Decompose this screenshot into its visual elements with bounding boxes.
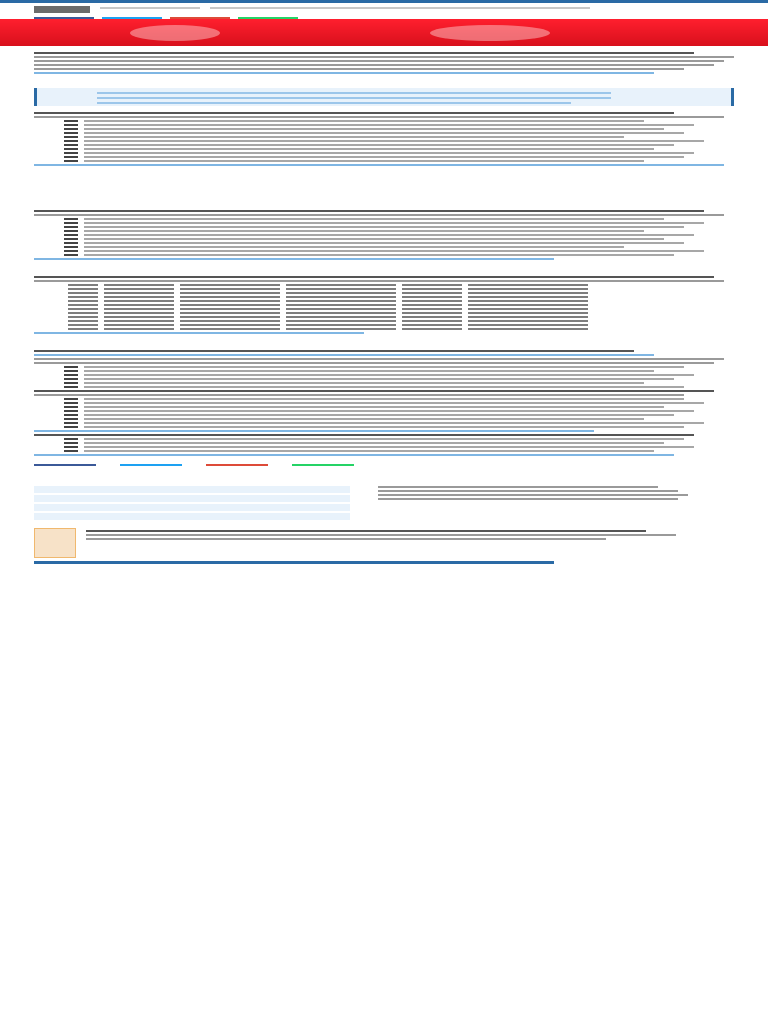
list-index <box>64 374 78 376</box>
list-item <box>34 402 734 404</box>
list-item <box>34 234 734 236</box>
list-text <box>84 250 704 252</box>
list-index <box>64 140 78 142</box>
list-text <box>84 124 694 126</box>
article-section-2 <box>34 210 734 260</box>
list-item <box>34 226 734 228</box>
section-heading <box>34 276 714 278</box>
list-index <box>64 144 78 146</box>
intro-line <box>34 56 734 58</box>
list-index <box>64 450 78 452</box>
list-text <box>84 152 694 154</box>
header-subtitle-line <box>210 7 590 9</box>
list-item <box>34 144 734 146</box>
section-spacer <box>34 168 734 204</box>
table-row <box>68 292 734 294</box>
site-logo[interactable] <box>34 6 90 13</box>
section-line <box>34 394 684 396</box>
facebook-share-button[interactable] <box>34 464 96 466</box>
list-text <box>84 398 684 400</box>
cell <box>34 495 350 502</box>
cell <box>468 288 588 290</box>
intro-line <box>34 68 684 70</box>
footer-line <box>378 490 678 492</box>
list-text <box>84 442 664 444</box>
banner-decoration <box>430 25 550 41</box>
list-text <box>84 422 704 424</box>
cell <box>104 308 174 310</box>
list-item <box>34 156 734 158</box>
section-line <box>34 280 724 282</box>
cell <box>68 288 98 290</box>
list-text <box>84 238 664 240</box>
cell <box>402 288 462 290</box>
cell <box>68 312 98 314</box>
cell <box>468 296 588 298</box>
list-text <box>84 426 684 428</box>
info-callout <box>34 88 734 106</box>
list-index <box>64 124 78 126</box>
list-item <box>34 254 734 256</box>
list-text <box>84 386 684 388</box>
cell <box>468 292 588 294</box>
list-item <box>34 140 734 142</box>
cell <box>104 300 174 302</box>
cell <box>286 300 396 302</box>
list-item <box>34 124 734 126</box>
list-item <box>34 378 734 380</box>
intro-line <box>34 52 694 54</box>
list-text <box>84 234 694 236</box>
cell <box>286 328 396 330</box>
list-item <box>34 386 734 388</box>
list-index <box>64 446 78 448</box>
list-text <box>84 382 644 384</box>
cell <box>402 296 462 298</box>
cell <box>180 320 280 322</box>
cell <box>468 308 588 310</box>
cell <box>468 300 588 302</box>
list-item <box>34 374 734 376</box>
cell <box>180 312 280 314</box>
cell <box>286 324 396 326</box>
related-thumbnail[interactable] <box>34 528 76 558</box>
list-text <box>84 406 664 408</box>
cell <box>104 304 174 306</box>
share-bar-bottom <box>34 464 734 466</box>
cell <box>402 316 462 318</box>
footer-line <box>378 494 688 496</box>
list-text <box>84 160 644 162</box>
list-item <box>34 398 734 400</box>
list-index <box>64 438 78 440</box>
list-text <box>84 410 694 412</box>
cell <box>104 320 174 322</box>
cell <box>104 312 174 314</box>
list-text <box>84 378 674 380</box>
list-index <box>64 250 78 252</box>
cell <box>286 284 396 286</box>
list-item <box>34 148 734 150</box>
list-index <box>64 426 78 428</box>
cell <box>34 486 350 493</box>
callout-line <box>97 102 571 104</box>
list-index <box>64 254 78 256</box>
article-section-1 <box>34 112 734 166</box>
related-title[interactable] <box>86 530 646 532</box>
cell <box>468 328 588 330</box>
newsletter-box[interactable] <box>34 484 350 522</box>
list-text <box>84 230 644 232</box>
list-index <box>64 418 78 420</box>
related-line <box>86 538 606 540</box>
cell <box>180 288 280 290</box>
cell <box>180 308 280 310</box>
list-index <box>64 132 78 134</box>
list-index <box>64 218 78 220</box>
cell <box>286 312 396 314</box>
section-heading <box>34 350 634 352</box>
whatsapp-share-button[interactable] <box>292 464 354 466</box>
list-index <box>64 246 78 248</box>
bottom-accent-bar <box>34 561 554 564</box>
list-item <box>34 442 734 444</box>
list-item <box>34 136 734 138</box>
list-index <box>64 402 78 404</box>
cell <box>180 300 280 302</box>
list-item <box>34 132 734 134</box>
section-link-line[interactable] <box>34 354 654 356</box>
cell <box>104 328 174 330</box>
section-heading <box>34 112 674 114</box>
intro-line <box>34 60 724 62</box>
list-item <box>34 128 734 130</box>
subsection-heading <box>34 434 694 436</box>
intro-link-line[interactable] <box>34 72 654 74</box>
list-index <box>64 422 78 424</box>
cell <box>104 292 174 294</box>
section-heading <box>34 210 704 212</box>
list-item <box>34 160 734 162</box>
promo-banner[interactable] <box>0 19 768 46</box>
table-row <box>68 284 734 286</box>
article-body <box>0 46 768 564</box>
list-index <box>64 370 78 372</box>
list-text <box>84 374 694 376</box>
list-text <box>84 120 644 122</box>
article-section-3 <box>34 276 734 334</box>
cell <box>104 288 174 290</box>
cell <box>468 304 588 306</box>
cell <box>104 324 174 326</box>
footer-panel <box>34 484 734 522</box>
cell <box>104 296 174 298</box>
cell <box>34 504 350 511</box>
list-text <box>84 402 704 404</box>
list-index <box>64 160 78 162</box>
cell <box>402 300 462 302</box>
list-text <box>84 148 654 150</box>
cell <box>68 292 98 294</box>
list-item <box>34 418 734 420</box>
table-row <box>68 288 734 290</box>
footer-line <box>378 486 658 488</box>
list-text <box>84 218 664 220</box>
list-text <box>84 226 684 228</box>
cell <box>402 312 462 314</box>
list-index <box>64 398 78 400</box>
cell <box>180 328 280 330</box>
site-header <box>0 3 768 19</box>
list-item <box>34 242 734 244</box>
list-index <box>64 378 78 380</box>
cell <box>34 513 350 520</box>
article-intro <box>34 52 734 74</box>
cell <box>104 316 174 318</box>
data-table <box>34 284 734 330</box>
list-index <box>64 238 78 240</box>
section-link-line[interactable] <box>34 430 594 432</box>
section-link-line[interactable] <box>34 164 724 166</box>
section-link-line[interactable] <box>34 258 554 260</box>
table-row <box>68 296 734 298</box>
list-item <box>34 218 734 220</box>
section-line <box>34 358 724 360</box>
cell <box>68 296 98 298</box>
list-index <box>64 136 78 138</box>
list-text <box>84 246 624 248</box>
list-item <box>34 410 734 412</box>
list-item <box>34 450 734 452</box>
section-link-line[interactable] <box>34 454 674 456</box>
cell <box>180 296 280 298</box>
cell <box>402 320 462 322</box>
list-text <box>84 242 684 244</box>
list-index <box>64 156 78 158</box>
cell <box>286 320 396 322</box>
list-index <box>64 410 78 412</box>
cell <box>468 324 588 326</box>
callout-line <box>97 97 611 99</box>
section-link-line[interactable] <box>34 332 364 334</box>
list-text <box>84 370 654 372</box>
cell <box>180 316 280 318</box>
callout-line <box>97 92 611 94</box>
section-line <box>34 116 724 118</box>
cell <box>68 304 98 306</box>
table-row <box>68 324 734 326</box>
twitter-share-button[interactable] <box>120 464 182 466</box>
list-text <box>84 446 694 448</box>
list-item <box>34 422 734 424</box>
list-index <box>64 366 78 368</box>
related-article[interactable] <box>34 528 734 558</box>
list-text <box>84 418 644 420</box>
intro-line <box>34 64 714 66</box>
cell <box>68 308 98 310</box>
list-item <box>34 230 734 232</box>
list-text <box>84 128 664 130</box>
cell <box>468 312 588 314</box>
table-row <box>68 320 734 322</box>
list-index <box>64 234 78 236</box>
cell <box>468 320 588 322</box>
section-line <box>34 214 724 216</box>
list-index <box>64 148 78 150</box>
cell <box>180 304 280 306</box>
cell <box>402 308 462 310</box>
list-text <box>84 136 624 138</box>
cell <box>402 324 462 326</box>
list-index <box>64 382 78 384</box>
list-text <box>84 222 704 224</box>
table-row <box>68 300 734 302</box>
cell <box>286 316 396 318</box>
list-index <box>64 226 78 228</box>
cell <box>286 292 396 294</box>
list-item <box>34 250 734 252</box>
list-index <box>64 386 78 388</box>
list-index <box>64 442 78 444</box>
list-text <box>84 144 674 146</box>
table-row <box>68 316 734 318</box>
google-share-button[interactable] <box>206 464 268 466</box>
list-item <box>34 120 734 122</box>
list-item <box>34 446 734 448</box>
list-text <box>84 254 674 256</box>
cell <box>68 320 98 322</box>
list-item <box>34 414 734 416</box>
table-row <box>68 304 734 306</box>
list-text <box>84 156 684 158</box>
list-index <box>64 222 78 224</box>
cell <box>180 324 280 326</box>
cell <box>68 328 98 330</box>
list-text <box>84 414 674 416</box>
cell <box>286 308 396 310</box>
cell <box>402 284 462 286</box>
cell <box>402 292 462 294</box>
table-row <box>68 308 734 310</box>
list-item <box>34 438 734 440</box>
list-text <box>84 366 684 368</box>
cell <box>286 288 396 290</box>
section-line <box>34 362 714 364</box>
list-index <box>64 120 78 122</box>
cell <box>402 304 462 306</box>
list-index <box>64 230 78 232</box>
cell <box>104 284 174 286</box>
cell <box>468 316 588 318</box>
cell <box>468 284 588 286</box>
header-title-line <box>100 7 200 9</box>
cell <box>180 284 280 286</box>
article-section-4 <box>34 350 734 456</box>
list-index <box>64 152 78 154</box>
list-text <box>84 140 704 142</box>
list-index <box>64 414 78 416</box>
list-item <box>34 406 734 408</box>
list-text <box>84 132 684 134</box>
subsection-heading <box>34 390 714 392</box>
cell <box>68 300 98 302</box>
footer-text <box>378 484 734 522</box>
table-row <box>68 328 734 330</box>
cell <box>68 284 98 286</box>
cell <box>180 292 280 294</box>
list-item <box>34 366 734 368</box>
cell <box>402 328 462 330</box>
list-item <box>34 152 734 154</box>
banner-decoration <box>130 25 220 41</box>
related-line <box>86 534 676 536</box>
cell <box>68 324 98 326</box>
list-item <box>34 238 734 240</box>
cell <box>286 296 396 298</box>
list-text <box>84 438 684 440</box>
list-text <box>84 450 654 452</box>
footer-line <box>378 498 678 500</box>
list-item <box>34 382 734 384</box>
list-index <box>64 242 78 244</box>
cell <box>68 316 98 318</box>
table-row <box>68 312 734 314</box>
list-index <box>64 128 78 130</box>
list-item <box>34 426 734 428</box>
list-index <box>64 406 78 408</box>
list-item <box>34 246 734 248</box>
list-item <box>34 370 734 372</box>
cell <box>286 304 396 306</box>
list-item <box>34 222 734 224</box>
